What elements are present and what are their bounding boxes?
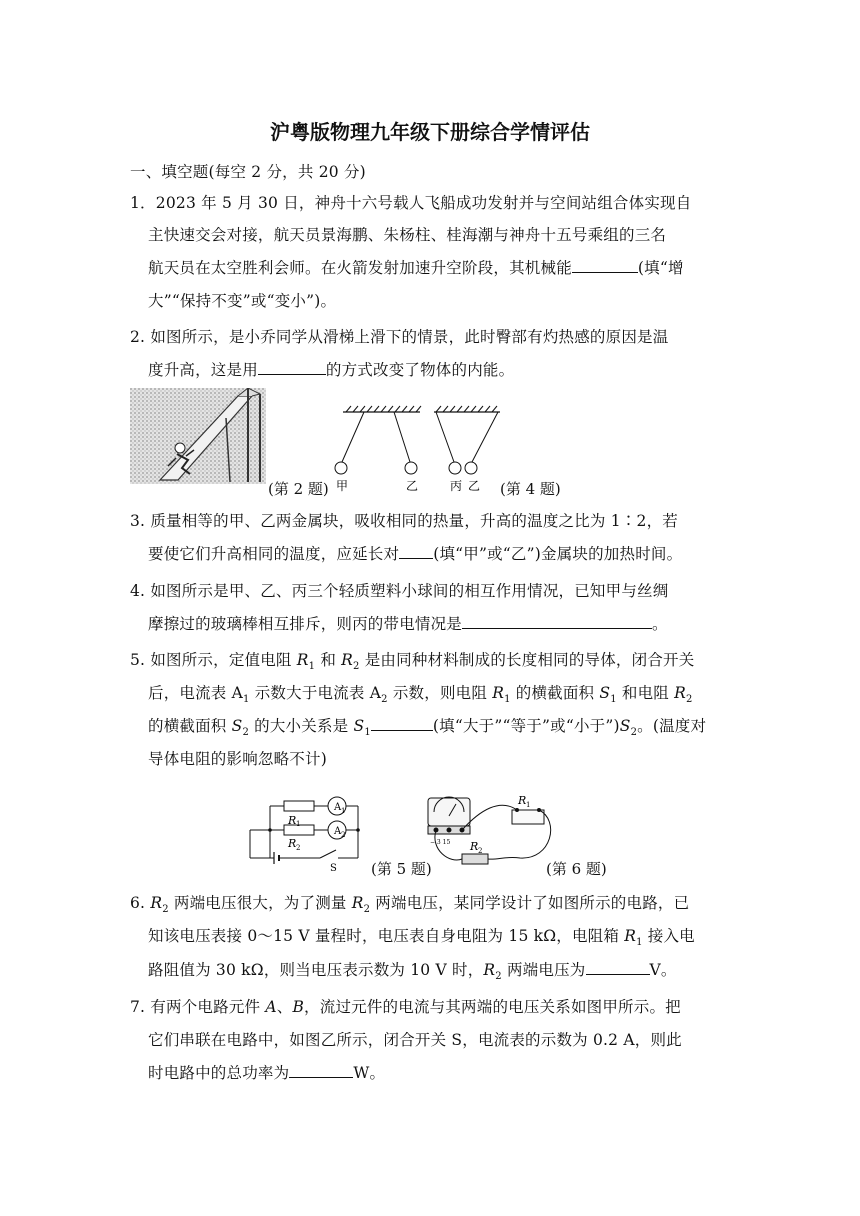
label-yi: 乙 xyxy=(406,479,419,493)
q5-line3: 的横截面积 $S_2$ 的大小关系是 $S_1$ (填“大于”“等于”或“小于$”)S_2$。(温度对 xyxy=(148,717,707,739)
figure-5-caption: (第 5 题) xyxy=(371,860,432,878)
svg-text:2: 2 xyxy=(341,831,346,839)
svg-text:1: 1 xyxy=(526,801,531,809)
figure-4-caption: (第 4 题) xyxy=(500,480,561,498)
svg-text:1: 1 xyxy=(296,820,301,828)
q7-line2: 它们串联在电路中，如图乙所示，闭合开关 S，电流表的示数为 0.2 A，则此 xyxy=(148,1031,682,1049)
q1-line1: 1．2023 年 5 月 30 日，神舟十六号载人飞船成功发射并与空间站组合体实现自 xyxy=(130,194,692,212)
q3-line1: 3. 质量相等的甲、乙两金属块，吸收相同的热量，升高的温度之比为 1∶2，若 xyxy=(130,512,678,530)
label-jia: 甲 xyxy=(336,479,349,493)
answer-blank xyxy=(258,360,326,375)
label-bing: 丙 xyxy=(450,479,463,493)
q1-line3: 航天员在太空胜利会师。在火箭发射加速升空阶段，其机械能 (填“增 xyxy=(148,259,684,277)
slide-figure xyxy=(130,388,266,484)
q6-line2: 知该电压表接 0～15 V 量程时，电压表自身电阻为 15 kΩ，电阻箱 $R_1$ 接入电 xyxy=(148,927,695,949)
q1-line2: 主快速交会对接，航天员景海鹏、朱杨柱、桂海潮与神舟十五号乘组的三名 xyxy=(148,226,667,244)
answer-blank xyxy=(289,1063,353,1078)
figure-2-caption: (第 2 题) xyxy=(268,480,329,498)
svg-text:1: 1 xyxy=(341,807,346,815)
answer-blank xyxy=(371,716,433,731)
answer-blank xyxy=(572,258,638,273)
page-title: 沪粤版物理九年级下册综合学情评估 xyxy=(270,120,590,144)
section-heading: 一、填空题(每空 2 分，共 20 分) xyxy=(130,163,366,181)
answer-blank xyxy=(399,544,433,559)
q3-line2: 要使它们升高相同的温度，应延长对 (填“甲”或“乙”)金属块的加热时间。 xyxy=(148,545,683,563)
svg-text:2: 2 xyxy=(296,844,301,852)
q1-line4: 大”“保持不变”或“变小”)。 xyxy=(148,292,337,310)
q7-line1: 7. 有两个电路元件 A、B，流过元件的电流与其两端的电压关系如图甲所示。把 xyxy=(130,998,681,1016)
q4-line2: 摩擦过的玻璃棒相互排斥，则丙的带电情况是 。 xyxy=(148,615,668,633)
answer-blank xyxy=(586,960,650,975)
resistor-r1-label: R xyxy=(288,814,297,827)
q4-line1: 4. 如图所示是甲、乙、丙三个轻质塑料小球间的相互作用情况，已知甲与丝绸 xyxy=(130,582,669,600)
q5-line4: 导体电阻的影响忽略不计) xyxy=(148,750,327,768)
q2-line2: 度升高，这是用 的方式改变了物体的内能。 xyxy=(148,361,515,379)
q6-line1: 6. $R_2$ 两端电压很大，为了测量 $R_2$ 两端电压，某同学设计了如图所示的电路，已 xyxy=(130,894,690,916)
ammeter-a1-label: A xyxy=(334,802,342,813)
resistor-r2-label: R xyxy=(288,837,297,850)
switch-label: S xyxy=(330,863,337,874)
ammeter-a2-label: A xyxy=(334,826,342,837)
voltmeter-circuit-figure-6 xyxy=(420,790,560,870)
q5-line2: 后，电流表 $A_1$ 示数大于电流表 $A_2$ 示数，则电阻 $R_1$ 的横截面积 $S_1$ 和电阻 $R_2$ xyxy=(148,684,693,706)
svg-text:2: 2 xyxy=(478,847,483,855)
q7-line3: 时电路中的总功率为 W。 xyxy=(148,1064,386,1082)
answer-blank xyxy=(462,614,652,629)
voltmeter-scale: − 3 15 xyxy=(430,839,451,846)
q6-line3: 路阻值为 30 kΩ，则当电压表示数为 10 V 时，$R_2$ 两端电压为 V。 xyxy=(148,961,677,983)
resistor-r2-label: R xyxy=(470,840,479,853)
charged-balls-figure xyxy=(328,404,508,496)
label-yi-2: 乙 xyxy=(468,479,481,493)
figure-6-caption: (第 6 题) xyxy=(546,860,607,878)
resistor-box-r1-label: R xyxy=(518,794,527,807)
q2-line1: 2. 如图所示，是小乔同学从滑梯上滑下的情景，此时臀部有灼热感的原因是温 xyxy=(130,328,669,346)
circuit-figure-5 xyxy=(244,792,380,874)
q5-line1: 5. 如图所示，定值电阻 $R_1$ 和 $R_2$ 是由同种材料制成的长度相同的导体，闭合开关 xyxy=(130,651,695,673)
